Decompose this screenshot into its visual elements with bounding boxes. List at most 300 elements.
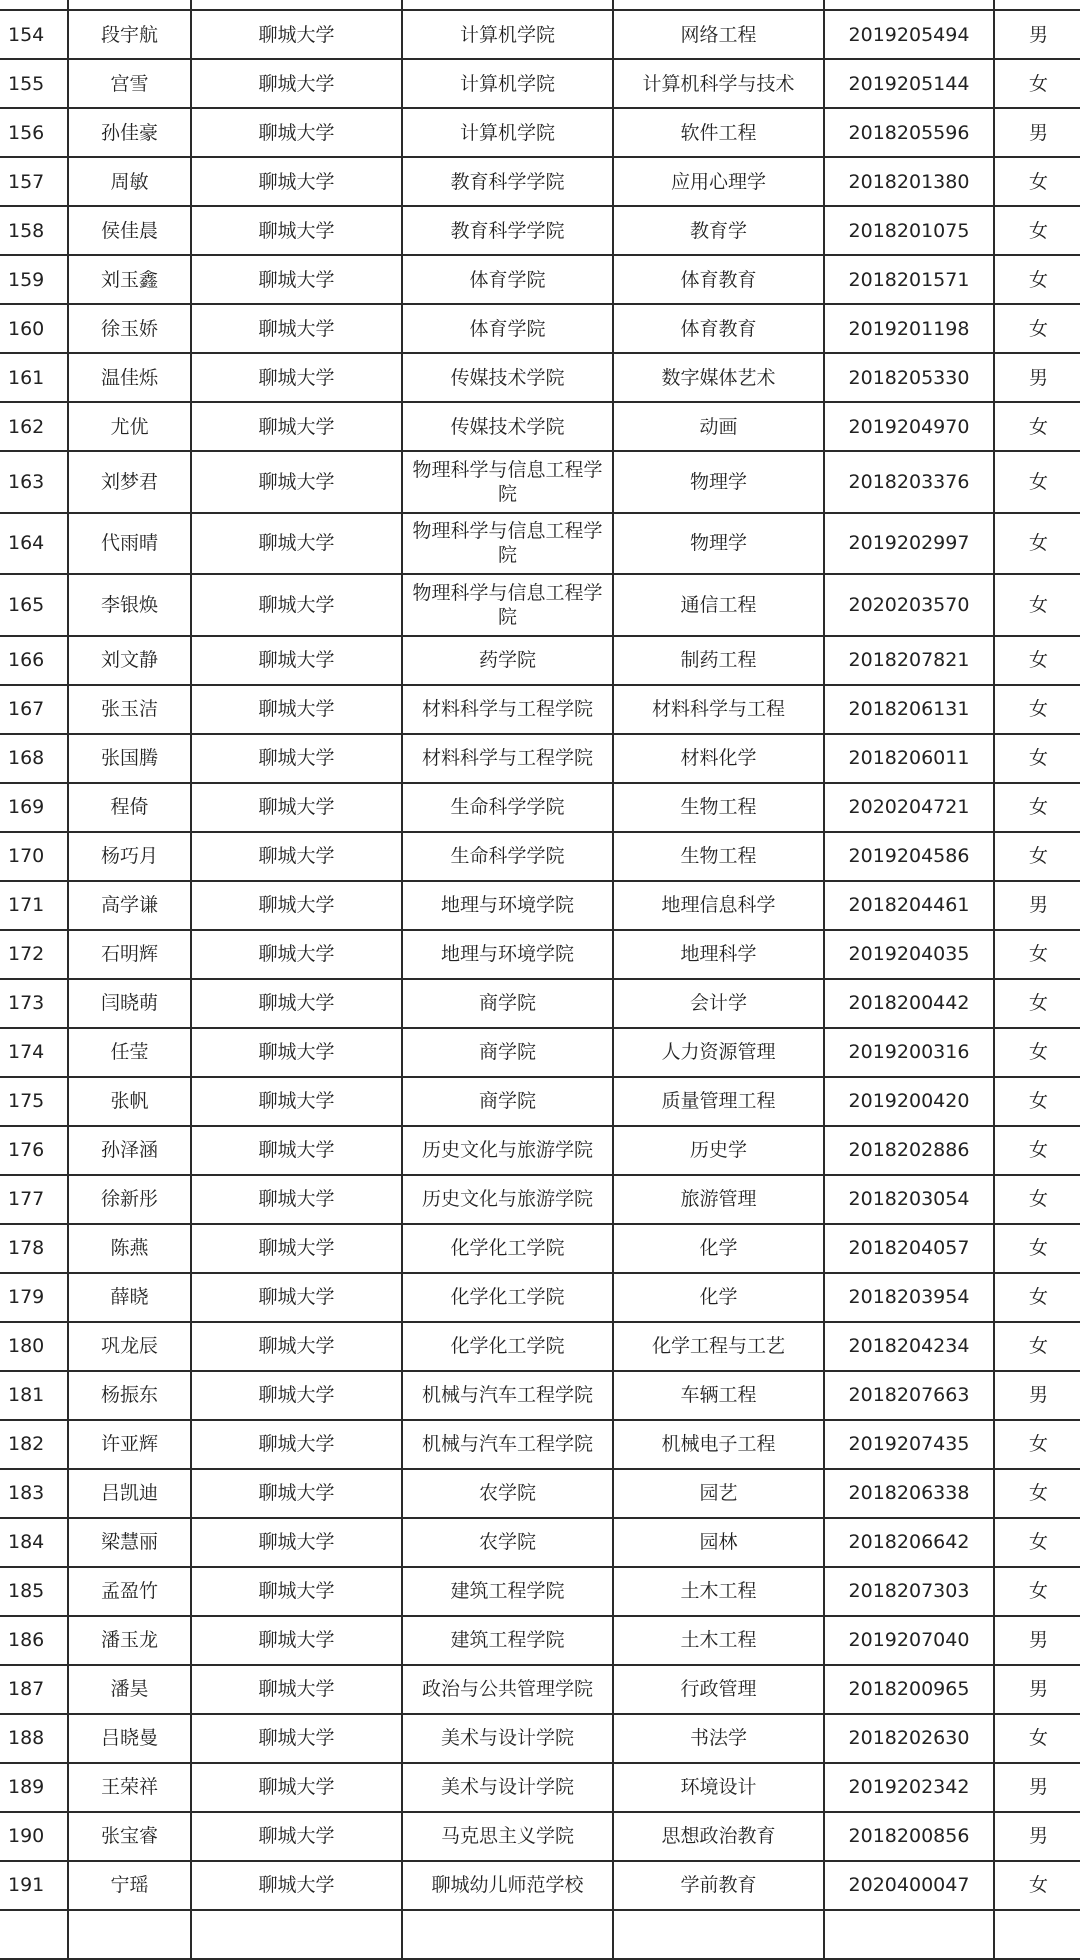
college-cell: 商学院 bbox=[402, 979, 613, 1028]
row-number-cell: 171 bbox=[0, 881, 68, 930]
college-cell: 体育学院 bbox=[402, 304, 613, 353]
student-name-cell: 宁瑶 bbox=[68, 1861, 191, 1910]
college-cell: 化学化工学院 bbox=[402, 1224, 613, 1273]
student-id-cell: 2019201198 bbox=[824, 304, 994, 353]
gender-cell: 女 bbox=[994, 685, 1080, 734]
student-name-cell: 任莹 bbox=[68, 1028, 191, 1077]
row-number-cell: 165 bbox=[0, 574, 68, 636]
table-row bbox=[0, 574, 1080, 636]
student-id-cell: 2018201571 bbox=[824, 255, 994, 304]
university-cell: 聊城大学 bbox=[191, 1224, 402, 1273]
student-name-cell: 尤优 bbox=[68, 402, 191, 451]
college-cell: 农学院 bbox=[402, 1469, 613, 1518]
cell bbox=[613, 1910, 824, 1959]
major-cell: 土木工程 bbox=[613, 1567, 824, 1616]
gender-cell: 女 bbox=[994, 1224, 1080, 1273]
gender-cell: 女 bbox=[994, 1175, 1080, 1224]
student-name-cell: 刘文静 bbox=[68, 636, 191, 685]
university-cell: 聊城大学 bbox=[191, 1273, 402, 1322]
college-cell: 美术与设计学院 bbox=[402, 1714, 613, 1763]
student-name-cell: 杨巧月 bbox=[68, 832, 191, 881]
gender-cell: 男 bbox=[994, 1763, 1080, 1812]
college-cell: 机械与汽车工程学院 bbox=[402, 1371, 613, 1420]
row-number-cell: 163 bbox=[0, 451, 68, 513]
row-number-cell: 170 bbox=[0, 832, 68, 881]
major-cell: 会计学 bbox=[613, 979, 824, 1028]
student-id-cell: 2019202342 bbox=[824, 1763, 994, 1812]
gender-cell: 男 bbox=[994, 1812, 1080, 1861]
row-number-cell: 191 bbox=[0, 1861, 68, 1910]
student-name-cell: 王荣祥 bbox=[68, 1763, 191, 1812]
cell bbox=[68, 1910, 191, 1959]
student-id-cell: 2019204586 bbox=[824, 832, 994, 881]
gender-cell: 男 bbox=[994, 10, 1080, 59]
table-row bbox=[0, 1665, 1080, 1714]
gender-cell: 女 bbox=[994, 304, 1080, 353]
college-cell: 药学院 bbox=[402, 636, 613, 685]
college-cell: 传媒技术学院 bbox=[402, 353, 613, 402]
student-id-cell: 2018205596 bbox=[824, 108, 994, 157]
table-row-partial-bottom bbox=[0, 1910, 1080, 1959]
major-cell: 机械电子工程 bbox=[613, 1420, 824, 1469]
student-name-cell: 巩龙辰 bbox=[68, 1322, 191, 1371]
college-cell: 生命科学学院 bbox=[402, 832, 613, 881]
row-number-cell: 172 bbox=[0, 930, 68, 979]
college-cell: 历史文化与旅游学院 bbox=[402, 1175, 613, 1224]
university-cell: 聊城大学 bbox=[191, 108, 402, 157]
student-name-cell: 孙佳豪 bbox=[68, 108, 191, 157]
major-cell: 书法学 bbox=[613, 1714, 824, 1763]
university-cell: 聊城大学 bbox=[191, 1322, 402, 1371]
major-cell: 学前教育 bbox=[613, 1861, 824, 1910]
major-cell: 动画 bbox=[613, 402, 824, 451]
college-cell: 体育学院 bbox=[402, 255, 613, 304]
student-id-cell: 2020204721 bbox=[824, 783, 994, 832]
college-cell: 教育科学学院 bbox=[402, 157, 613, 206]
university-cell: 聊城大学 bbox=[191, 574, 402, 636]
student-id-cell: 2018203376 bbox=[824, 451, 994, 513]
student-id-cell: 2018207663 bbox=[824, 1371, 994, 1420]
student-name-cell: 梁慧丽 bbox=[68, 1518, 191, 1567]
student-id-cell: 2019200316 bbox=[824, 1028, 994, 1077]
row-number-cell: 173 bbox=[0, 979, 68, 1028]
student-id-cell: 2018206131 bbox=[824, 685, 994, 734]
table-row bbox=[0, 353, 1080, 402]
major-cell: 地理信息科学 bbox=[613, 881, 824, 930]
university-cell: 聊城大学 bbox=[191, 734, 402, 783]
student-name-cell: 代雨晴 bbox=[68, 513, 191, 575]
table-row bbox=[0, 881, 1080, 930]
cell bbox=[0, 1910, 68, 1959]
table-row bbox=[0, 10, 1080, 59]
table-row bbox=[0, 451, 1080, 513]
college-cell: 商学院 bbox=[402, 1077, 613, 1126]
student-id-cell: 2020203570 bbox=[824, 574, 994, 636]
university-cell: 聊城大学 bbox=[191, 832, 402, 881]
table-row bbox=[0, 108, 1080, 157]
student-id-cell: 2018202886 bbox=[824, 1126, 994, 1175]
major-cell: 地理科学 bbox=[613, 930, 824, 979]
gender-cell: 男 bbox=[994, 881, 1080, 930]
university-cell: 聊城大学 bbox=[191, 685, 402, 734]
student-id-cell: 2018204234 bbox=[824, 1322, 994, 1371]
student-name-cell: 张宝睿 bbox=[68, 1812, 191, 1861]
college-cell: 历史文化与旅游学院 bbox=[402, 1126, 613, 1175]
table-row bbox=[0, 1518, 1080, 1567]
row-number-cell: 161 bbox=[0, 353, 68, 402]
major-cell: 材料化学 bbox=[613, 734, 824, 783]
student-name-cell: 张帆 bbox=[68, 1077, 191, 1126]
university-cell: 聊城大学 bbox=[191, 1077, 402, 1126]
gender-cell: 女 bbox=[994, 1469, 1080, 1518]
table-row bbox=[0, 930, 1080, 979]
university-cell: 聊城大学 bbox=[191, 59, 402, 108]
student-id-cell: 2018203954 bbox=[824, 1273, 994, 1322]
gender-cell: 女 bbox=[994, 783, 1080, 832]
student-name-cell: 李银焕 bbox=[68, 574, 191, 636]
gender-cell: 女 bbox=[994, 59, 1080, 108]
student-name-cell: 宫雪 bbox=[68, 59, 191, 108]
student-id-cell: 2018207303 bbox=[824, 1567, 994, 1616]
university-cell: 聊城大学 bbox=[191, 1665, 402, 1714]
table-row bbox=[0, 157, 1080, 206]
student-name-cell: 周敏 bbox=[68, 157, 191, 206]
table-row bbox=[0, 1028, 1080, 1077]
gender-cell: 男 bbox=[994, 1371, 1080, 1420]
college-cell: 地理与环境学院 bbox=[402, 881, 613, 930]
college-cell: 马克思主义学院 bbox=[402, 1812, 613, 1861]
major-cell: 通信工程 bbox=[613, 574, 824, 636]
gender-cell: 女 bbox=[994, 1028, 1080, 1077]
gender-cell: 女 bbox=[994, 1861, 1080, 1910]
row-number-cell: 179 bbox=[0, 1273, 68, 1322]
major-cell: 思想政治教育 bbox=[613, 1812, 824, 1861]
table-row bbox=[0, 1371, 1080, 1420]
row-number-cell: 156 bbox=[0, 108, 68, 157]
student-name-cell: 程倚 bbox=[68, 783, 191, 832]
table-row bbox=[0, 734, 1080, 783]
student-name-cell: 段宇航 bbox=[68, 10, 191, 59]
row-number-cell: 178 bbox=[0, 1224, 68, 1273]
table-row bbox=[0, 1812, 1080, 1861]
university-cell: 聊城大学 bbox=[191, 255, 402, 304]
college-cell: 材料科学与工程学院 bbox=[402, 734, 613, 783]
gender-cell: 女 bbox=[994, 832, 1080, 881]
row-number-cell: 160 bbox=[0, 304, 68, 353]
student-id-cell: 2019204035 bbox=[824, 930, 994, 979]
table-row bbox=[0, 1567, 1080, 1616]
major-cell: 园林 bbox=[613, 1518, 824, 1567]
major-cell: 应用心理学 bbox=[613, 157, 824, 206]
major-cell: 园艺 bbox=[613, 1469, 824, 1518]
college-cell: 建筑工程学院 bbox=[402, 1616, 613, 1665]
cell bbox=[824, 1910, 994, 1959]
cell bbox=[994, 1910, 1080, 1959]
gender-cell: 女 bbox=[994, 1273, 1080, 1322]
table-row bbox=[0, 513, 1080, 575]
college-cell: 传媒技术学院 bbox=[402, 402, 613, 451]
university-cell: 聊城大学 bbox=[191, 353, 402, 402]
student-name-cell: 高学谦 bbox=[68, 881, 191, 930]
major-cell: 软件工程 bbox=[613, 108, 824, 157]
college-cell: 生命科学学院 bbox=[402, 783, 613, 832]
student-id-cell: 2018206642 bbox=[824, 1518, 994, 1567]
student-name-cell: 刘玉鑫 bbox=[68, 255, 191, 304]
university-cell: 聊城大学 bbox=[191, 930, 402, 979]
student-name-cell: 陈燕 bbox=[68, 1224, 191, 1273]
university-cell: 聊城大学 bbox=[191, 1175, 402, 1224]
gender-cell: 女 bbox=[994, 206, 1080, 255]
gender-cell: 男 bbox=[994, 1665, 1080, 1714]
table-row bbox=[0, 1714, 1080, 1763]
row-number-cell: 184 bbox=[0, 1518, 68, 1567]
cell bbox=[191, 1910, 402, 1959]
major-cell: 旅游管理 bbox=[613, 1175, 824, 1224]
table-row bbox=[0, 1616, 1080, 1665]
cell bbox=[613, 0, 824, 10]
gender-cell: 女 bbox=[994, 636, 1080, 685]
college-cell: 商学院 bbox=[402, 1028, 613, 1077]
university-cell: 聊城大学 bbox=[191, 1714, 402, 1763]
gender-cell: 女 bbox=[994, 1322, 1080, 1371]
college-cell: 物理科学与信息工程学院 bbox=[402, 574, 613, 636]
student-id-cell: 2018203054 bbox=[824, 1175, 994, 1224]
major-cell: 网络工程 bbox=[613, 10, 824, 59]
student-name-cell: 吕凯迪 bbox=[68, 1469, 191, 1518]
student-name-cell: 张玉洁 bbox=[68, 685, 191, 734]
student-name-cell: 潘昊 bbox=[68, 1665, 191, 1714]
university-cell: 聊城大学 bbox=[191, 881, 402, 930]
student-id-cell: 2018204057 bbox=[824, 1224, 994, 1273]
row-number-cell: 185 bbox=[0, 1567, 68, 1616]
university-cell: 聊城大学 bbox=[191, 1616, 402, 1665]
table-row bbox=[0, 1126, 1080, 1175]
gender-cell: 男 bbox=[994, 1616, 1080, 1665]
table-row bbox=[0, 255, 1080, 304]
college-cell: 教育科学学院 bbox=[402, 206, 613, 255]
row-number-cell: 159 bbox=[0, 255, 68, 304]
student-id-cell: 2018201075 bbox=[824, 206, 994, 255]
major-cell: 物理学 bbox=[613, 513, 824, 575]
row-number-cell: 187 bbox=[0, 1665, 68, 1714]
row-number-cell: 186 bbox=[0, 1616, 68, 1665]
college-cell: 物理科学与信息工程学院 bbox=[402, 451, 613, 513]
table-row bbox=[0, 1469, 1080, 1518]
gender-cell: 女 bbox=[994, 402, 1080, 451]
university-cell: 聊城大学 bbox=[191, 206, 402, 255]
row-number-cell: 154 bbox=[0, 10, 68, 59]
row-number-cell: 183 bbox=[0, 1469, 68, 1518]
student-id-cell: 2018202630 bbox=[824, 1714, 994, 1763]
university-cell: 聊城大学 bbox=[191, 783, 402, 832]
row-number-cell: 167 bbox=[0, 685, 68, 734]
university-cell: 聊城大学 bbox=[191, 10, 402, 59]
university-cell: 聊城大学 bbox=[191, 1126, 402, 1175]
table-row bbox=[0, 402, 1080, 451]
row-number-cell: 155 bbox=[0, 59, 68, 108]
row-number-cell: 177 bbox=[0, 1175, 68, 1224]
university-cell: 聊城大学 bbox=[191, 636, 402, 685]
student-name-cell: 杨振东 bbox=[68, 1371, 191, 1420]
university-cell: 聊城大学 bbox=[191, 451, 402, 513]
student-name-cell: 吕晓曼 bbox=[68, 1714, 191, 1763]
row-number-cell: 182 bbox=[0, 1420, 68, 1469]
college-cell: 计算机学院 bbox=[402, 59, 613, 108]
gender-cell: 女 bbox=[994, 513, 1080, 575]
row-number-cell: 157 bbox=[0, 157, 68, 206]
student-name-cell: 许亚辉 bbox=[68, 1420, 191, 1469]
university-cell: 聊城大学 bbox=[191, 1420, 402, 1469]
gender-cell: 女 bbox=[994, 574, 1080, 636]
student-name-cell: 孟盈竹 bbox=[68, 1567, 191, 1616]
cell bbox=[68, 0, 191, 10]
college-cell: 化学化工学院 bbox=[402, 1322, 613, 1371]
major-cell: 化学 bbox=[613, 1224, 824, 1273]
row-number-cell: 189 bbox=[0, 1763, 68, 1812]
college-cell: 农学院 bbox=[402, 1518, 613, 1567]
student-id-cell: 2019207040 bbox=[824, 1616, 994, 1665]
gender-cell: 男 bbox=[994, 353, 1080, 402]
gender-cell: 女 bbox=[994, 1420, 1080, 1469]
student-id-cell: 2019200420 bbox=[824, 1077, 994, 1126]
university-cell: 聊城大学 bbox=[191, 979, 402, 1028]
major-cell: 教育学 bbox=[613, 206, 824, 255]
major-cell: 体育教育 bbox=[613, 304, 824, 353]
cell bbox=[824, 0, 994, 10]
gender-cell: 女 bbox=[994, 1714, 1080, 1763]
cell bbox=[0, 0, 68, 10]
student-id-cell: 2019207435 bbox=[824, 1420, 994, 1469]
major-cell: 生物工程 bbox=[613, 783, 824, 832]
university-cell: 聊城大学 bbox=[191, 304, 402, 353]
student-id-cell: 2018200965 bbox=[824, 1665, 994, 1714]
college-cell: 化学化工学院 bbox=[402, 1273, 613, 1322]
gender-cell: 女 bbox=[994, 930, 1080, 979]
major-cell: 质量管理工程 bbox=[613, 1077, 824, 1126]
student-name-cell: 徐玉娇 bbox=[68, 304, 191, 353]
major-cell: 数字媒体艺术 bbox=[613, 353, 824, 402]
major-cell: 化学工程与工艺 bbox=[613, 1322, 824, 1371]
gender-cell: 女 bbox=[994, 1126, 1080, 1175]
table-row bbox=[0, 1175, 1080, 1224]
gender-cell: 女 bbox=[994, 979, 1080, 1028]
table-row bbox=[0, 1763, 1080, 1812]
student-name-cell: 闫晓萌 bbox=[68, 979, 191, 1028]
student-name-cell: 潘玉龙 bbox=[68, 1616, 191, 1665]
student-name-cell: 刘梦君 bbox=[68, 451, 191, 513]
row-number-cell: 176 bbox=[0, 1126, 68, 1175]
major-cell: 人力资源管理 bbox=[613, 1028, 824, 1077]
row-number-cell: 168 bbox=[0, 734, 68, 783]
table-row bbox=[0, 832, 1080, 881]
major-cell: 材料科学与工程 bbox=[613, 685, 824, 734]
row-number-cell: 188 bbox=[0, 1714, 68, 1763]
student-id-cell: 2019205494 bbox=[824, 10, 994, 59]
major-cell: 行政管理 bbox=[613, 1665, 824, 1714]
table-row bbox=[0, 979, 1080, 1028]
university-cell: 聊城大学 bbox=[191, 1763, 402, 1812]
major-cell: 制药工程 bbox=[613, 636, 824, 685]
student-id-cell: 2018206011 bbox=[824, 734, 994, 783]
university-cell: 聊城大学 bbox=[191, 157, 402, 206]
student-name-cell: 张国腾 bbox=[68, 734, 191, 783]
student-id-cell: 2018204461 bbox=[824, 881, 994, 930]
gender-cell: 女 bbox=[994, 1518, 1080, 1567]
table-row bbox=[0, 636, 1080, 685]
table-row bbox=[0, 783, 1080, 832]
student-name-cell: 石明辉 bbox=[68, 930, 191, 979]
university-cell: 聊城大学 bbox=[191, 1371, 402, 1420]
major-cell: 土木工程 bbox=[613, 1616, 824, 1665]
table-row bbox=[0, 1077, 1080, 1126]
student-name-cell: 薛晓 bbox=[68, 1273, 191, 1322]
student-id-cell: 2018200442 bbox=[824, 979, 994, 1028]
university-cell: 聊城大学 bbox=[191, 1861, 402, 1910]
gender-cell: 女 bbox=[994, 451, 1080, 513]
table-row bbox=[0, 1322, 1080, 1371]
student-name-cell: 徐新彤 bbox=[68, 1175, 191, 1224]
cell bbox=[402, 1910, 613, 1959]
major-cell: 计算机科学与技术 bbox=[613, 59, 824, 108]
student-id-cell: 2020400047 bbox=[824, 1861, 994, 1910]
university-cell: 聊城大学 bbox=[191, 1518, 402, 1567]
college-cell: 聊城幼儿师范学校 bbox=[402, 1861, 613, 1910]
cell bbox=[994, 0, 1080, 10]
row-number-cell: 162 bbox=[0, 402, 68, 451]
college-cell: 物理科学与信息工程学院 bbox=[402, 513, 613, 575]
gender-cell: 女 bbox=[994, 1077, 1080, 1126]
student-id-cell: 2018201380 bbox=[824, 157, 994, 206]
row-number-cell: 174 bbox=[0, 1028, 68, 1077]
college-cell: 计算机学院 bbox=[402, 108, 613, 157]
row-number-cell: 175 bbox=[0, 1077, 68, 1126]
student-id-cell: 2018200856 bbox=[824, 1812, 994, 1861]
gender-cell: 男 bbox=[994, 108, 1080, 157]
student-id-cell: 2018207821 bbox=[824, 636, 994, 685]
college-cell: 地理与环境学院 bbox=[402, 930, 613, 979]
major-cell: 体育教育 bbox=[613, 255, 824, 304]
college-cell: 建筑工程学院 bbox=[402, 1567, 613, 1616]
table-row bbox=[0, 59, 1080, 108]
gender-cell: 女 bbox=[994, 1567, 1080, 1616]
row-number-cell: 181 bbox=[0, 1371, 68, 1420]
table-row bbox=[0, 304, 1080, 353]
table-row bbox=[0, 685, 1080, 734]
university-cell: 聊城大学 bbox=[191, 1812, 402, 1861]
row-number-cell: 164 bbox=[0, 513, 68, 575]
row-number-cell: 158 bbox=[0, 206, 68, 255]
row-number-cell: 169 bbox=[0, 783, 68, 832]
gender-cell: 女 bbox=[994, 734, 1080, 783]
major-cell: 历史学 bbox=[613, 1126, 824, 1175]
table-row bbox=[0, 206, 1080, 255]
table-row bbox=[0, 1420, 1080, 1469]
student-name-cell: 侯佳晨 bbox=[68, 206, 191, 255]
university-cell: 聊城大学 bbox=[191, 1567, 402, 1616]
table-row bbox=[0, 1273, 1080, 1322]
table-row-partial-top bbox=[0, 0, 1080, 10]
college-cell: 计算机学院 bbox=[402, 10, 613, 59]
major-cell: 物理学 bbox=[613, 451, 824, 513]
major-cell: 生物工程 bbox=[613, 832, 824, 881]
university-cell: 聊城大学 bbox=[191, 1028, 402, 1077]
college-cell: 政治与公共管理学院 bbox=[402, 1665, 613, 1714]
gender-cell: 女 bbox=[994, 157, 1080, 206]
major-cell: 化学 bbox=[613, 1273, 824, 1322]
student-id-cell: 2018205330 bbox=[824, 353, 994, 402]
cell bbox=[402, 0, 613, 10]
table-row bbox=[0, 1861, 1080, 1910]
